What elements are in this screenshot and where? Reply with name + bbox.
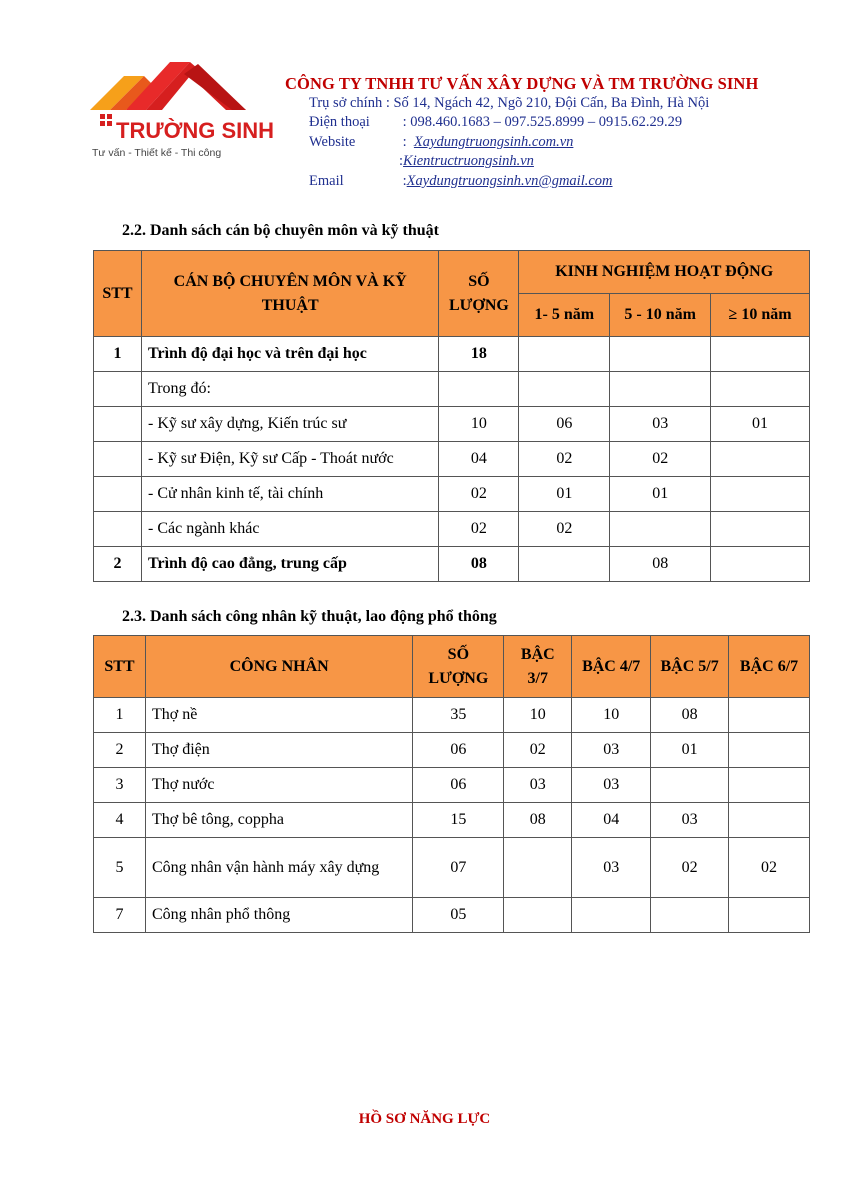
table-row bbox=[94, 768, 810, 803]
table-row bbox=[94, 698, 810, 733]
table-cell: Trình độ cao đẳng, trung cấp bbox=[141, 547, 438, 582]
email-link[interactable]: Xaydungtruongsinh.vn@gmail.com bbox=[406, 173, 613, 189]
workers-table-body bbox=[94, 698, 810, 933]
table-cell: 03 bbox=[572, 838, 651, 898]
staff-table bbox=[93, 250, 810, 582]
footer-title: HỒ SƠ NĂNG LỰC bbox=[358, 1111, 491, 1127]
table-row bbox=[94, 547, 810, 582]
table-cell: 03 bbox=[610, 407, 711, 442]
table-row bbox=[94, 512, 810, 547]
table-cell: 15 bbox=[413, 803, 504, 838]
table-cell: Trình độ đại học và trên đại học bbox=[141, 337, 438, 372]
table-cell bbox=[439, 372, 519, 407]
table-cell: 04 bbox=[572, 803, 651, 838]
table-cell bbox=[729, 768, 810, 803]
header-stt: STT bbox=[94, 251, 142, 337]
email-line: Email :Xaydungtruongsinh.vn@gmail.com bbox=[309, 173, 613, 189]
table-cell: 03 bbox=[651, 803, 729, 838]
table-cell: 08 bbox=[651, 698, 729, 733]
table-cell bbox=[519, 547, 610, 582]
table-row bbox=[94, 803, 810, 838]
logo-brand: TRƯỜNG SINH bbox=[116, 118, 275, 143]
section-title-staff: 2.2. Danh sách cán bộ chuyên môn và kỹ thuật bbox=[122, 222, 439, 239]
table-cell: 7 bbox=[94, 898, 146, 933]
workers-header-cell: BẬC 6/7 bbox=[729, 636, 810, 698]
table-cell bbox=[610, 372, 711, 407]
table-cell bbox=[711, 337, 810, 372]
header-quantity: SỐ LƯỢNG bbox=[439, 251, 519, 337]
table-cell: 2 bbox=[94, 733, 146, 768]
workers-table bbox=[93, 635, 810, 933]
address-line: Trụ sở chính : Số 14, Ngách 42, Ngõ 210, Đội Cấn, Ba Đình, Hà Nội bbox=[309, 95, 710, 111]
table-cell: 10 bbox=[572, 698, 651, 733]
workers-header-cell: BẬC 5/7 bbox=[651, 636, 729, 698]
table-cell: 35 bbox=[413, 698, 504, 733]
table-cell: 01 bbox=[651, 733, 729, 768]
table-cell: 06 bbox=[413, 733, 504, 768]
table-row bbox=[94, 407, 810, 442]
table-cell bbox=[504, 898, 572, 933]
table-cell bbox=[729, 803, 810, 838]
table-cell bbox=[651, 768, 729, 803]
logo-tagline: Tư vấn - Thiết kế - Thi công bbox=[92, 147, 222, 159]
company-info bbox=[285, 74, 758, 94]
table-cell: 02 bbox=[519, 442, 610, 477]
table-cell bbox=[711, 512, 810, 547]
workers-header-cell: BẬC 4/7 bbox=[572, 636, 651, 698]
table-cell: 02 bbox=[504, 733, 572, 768]
table-cell bbox=[94, 512, 142, 547]
house-roof-icon bbox=[86, 58, 275, 168]
table-cell: 01 bbox=[711, 407, 810, 442]
website-line-2: :Kientructruongsinh.vn bbox=[399, 153, 534, 169]
table-cell: Thợ nề bbox=[145, 698, 412, 733]
header-exp-1-5: 1- 5 năm bbox=[519, 294, 610, 337]
website-line: Website : Xaydungtruongsinh.com.vn bbox=[309, 134, 574, 150]
table-cell: 5 bbox=[94, 838, 146, 898]
table-cell: Trong đó: bbox=[141, 372, 438, 407]
table-row bbox=[94, 733, 810, 768]
table-cell: 01 bbox=[519, 477, 610, 512]
table-cell bbox=[651, 898, 729, 933]
table-cell: 10 bbox=[439, 407, 519, 442]
table-cell: 02 bbox=[439, 477, 519, 512]
table-cell bbox=[610, 337, 711, 372]
workers-header-cell: BẬC 3/7 bbox=[504, 636, 572, 698]
table-cell bbox=[94, 442, 142, 477]
table-row bbox=[94, 337, 810, 372]
table-cell: 06 bbox=[519, 407, 610, 442]
table-row bbox=[94, 442, 810, 477]
table-cell: Thợ điện bbox=[145, 733, 412, 768]
header-exp-10plus: ≥ 10 năm bbox=[711, 294, 810, 337]
table-cell: 02 bbox=[610, 442, 711, 477]
table-cell: 02 bbox=[729, 838, 810, 898]
website-link-1[interactable]: Xaydungtruongsinh.com.vn bbox=[413, 134, 574, 150]
header-staff: CÁN BỘ CHUYÊN MÔN VÀ KỸ THUẬT bbox=[141, 251, 438, 337]
header-experience: KINH NGHIỆM HOẠT ĐỘNG bbox=[519, 251, 810, 294]
table-row bbox=[94, 372, 810, 407]
table-row bbox=[94, 898, 810, 933]
table-cell bbox=[94, 477, 142, 512]
table-cell bbox=[504, 838, 572, 898]
table-cell: 03 bbox=[572, 733, 651, 768]
table-cell: 18 bbox=[439, 337, 519, 372]
table-cell: 02 bbox=[439, 512, 519, 547]
table-cell: - Các ngành khác bbox=[141, 512, 438, 547]
table-cell: 10 bbox=[504, 698, 572, 733]
table-cell bbox=[729, 733, 810, 768]
table-cell: 2 bbox=[94, 547, 142, 582]
workers-header-row bbox=[94, 636, 810, 698]
table-cell: Thợ bê tông, coppha bbox=[145, 803, 412, 838]
table-cell: - Kỹ sư Điện, Kỹ sư Cấp - Thoát nước bbox=[141, 442, 438, 477]
table-cell bbox=[711, 477, 810, 512]
table-cell bbox=[519, 372, 610, 407]
table-cell: 01 bbox=[610, 477, 711, 512]
staff-table-body bbox=[94, 337, 810, 582]
table-cell: 1 bbox=[94, 698, 146, 733]
company-logo bbox=[86, 58, 275, 168]
phone-line: Điện thoại : 098.460.1683 – 097.525.8999 – 0915.62.29.29 bbox=[309, 114, 683, 130]
table-cell bbox=[94, 407, 142, 442]
table-row bbox=[94, 838, 810, 898]
table-cell: Công nhân vận hành máy xây dựng bbox=[145, 838, 412, 898]
table-cell bbox=[729, 698, 810, 733]
table-cell: 05 bbox=[413, 898, 504, 933]
table-cell: 3 bbox=[94, 768, 146, 803]
table-cell bbox=[711, 372, 810, 407]
table-cell: 4 bbox=[94, 803, 146, 838]
workers-header-cell: CÔNG NHÂN bbox=[145, 636, 412, 698]
table-cell bbox=[610, 512, 711, 547]
table-cell: Thợ nước bbox=[145, 768, 412, 803]
table-cell: 02 bbox=[651, 838, 729, 898]
table-row bbox=[94, 477, 810, 512]
table-cell: 08 bbox=[504, 803, 572, 838]
table-cell: 03 bbox=[572, 768, 651, 803]
table-cell: 1 bbox=[94, 337, 142, 372]
workers-header-cell: STT bbox=[94, 636, 146, 698]
table-cell bbox=[711, 547, 810, 582]
table-cell: 08 bbox=[610, 547, 711, 582]
table-cell: Công nhân phổ thông bbox=[145, 898, 412, 933]
table-cell bbox=[572, 898, 651, 933]
company-name: CÔNG TY TNHH TƯ VẤN XÂY DỰNG VÀ TM TRƯỜNG SINH bbox=[285, 74, 759, 93]
table-cell: 04 bbox=[439, 442, 519, 477]
header-exp-5-10: 5 - 10 năm bbox=[610, 294, 711, 337]
table-cell: - Kỹ sư xây dựng, Kiến trúc sư bbox=[141, 407, 438, 442]
table-cell: 06 bbox=[413, 768, 504, 803]
table-cell: 02 bbox=[519, 512, 610, 547]
table-cell: 03 bbox=[504, 768, 572, 803]
workers-header-cell: SỐ LƯỢNG bbox=[413, 636, 504, 698]
table-cell: 07 bbox=[413, 838, 504, 898]
table-cell bbox=[729, 898, 810, 933]
website-link-2[interactable]: Kientructruongsinh.vn bbox=[403, 153, 534, 169]
table-cell bbox=[519, 337, 610, 372]
phone-value: : 098.460.1683 – 097.525.8999 – 0915.62.29.29 bbox=[402, 114, 683, 130]
table-cell: - Cử nhân kinh tế, tài chính bbox=[141, 477, 438, 512]
section-title-workers: 2.3. Danh sách công nhân kỹ thuật, lao động phổ thông bbox=[122, 608, 497, 625]
table-cell bbox=[94, 372, 142, 407]
address-value: : Số 14, Ngách 42, Ngõ 210, Đội Cấn, Ba Đình, Hà Nội bbox=[385, 95, 710, 111]
table-cell: 08 bbox=[439, 547, 519, 582]
table-cell bbox=[711, 442, 810, 477]
